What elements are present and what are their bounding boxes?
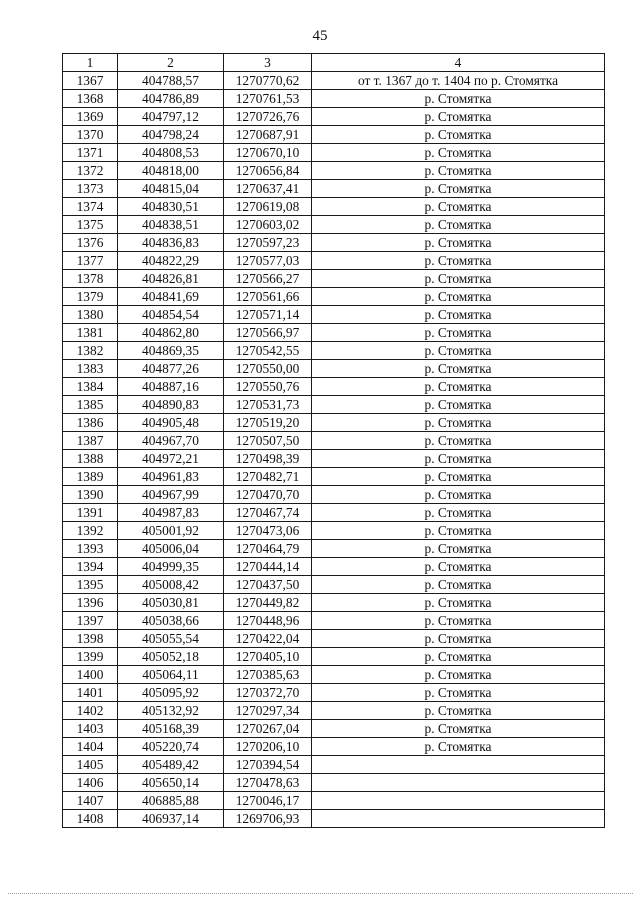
y-coordinate-cell: 1270498,39 (224, 450, 312, 468)
x-coordinate-cell: 404999,35 (118, 558, 224, 576)
description-cell: р. Стомятка (312, 504, 605, 522)
table-row (63, 522, 605, 540)
point-number-cell: 1396 (63, 594, 118, 612)
y-coordinate-cell: 1270761,53 (224, 90, 312, 108)
y-coordinate-cell: 1270448,96 (224, 612, 312, 630)
point-number-cell: 1373 (63, 180, 118, 198)
x-coordinate-cell: 404830,51 (118, 198, 224, 216)
table-row (63, 684, 605, 702)
table-row (63, 342, 605, 360)
table-row (63, 720, 605, 738)
point-number-cell: 1401 (63, 684, 118, 702)
table-row (63, 594, 605, 612)
y-coordinate-cell: 1270571,14 (224, 306, 312, 324)
x-coordinate-cell: 404967,70 (118, 432, 224, 450)
table-row (63, 648, 605, 666)
footer-divider (8, 893, 633, 894)
point-number-cell: 1367 (63, 72, 118, 90)
point-number-cell: 1386 (63, 414, 118, 432)
description-cell: р. Стомятка (312, 630, 605, 648)
x-coordinate-cell: 406937,14 (118, 810, 224, 828)
point-number-cell: 1402 (63, 702, 118, 720)
point-number-cell: 1400 (63, 666, 118, 684)
x-coordinate-cell: 405001,92 (118, 522, 224, 540)
x-coordinate-cell: 405489,42 (118, 756, 224, 774)
x-coordinate-cell: 404826,81 (118, 270, 224, 288)
description-cell: р. Стомятка (312, 288, 605, 306)
point-number-cell: 1407 (63, 792, 118, 810)
coordinates-table (62, 53, 605, 828)
table-row (63, 270, 605, 288)
description-cell: р. Стомятка (312, 108, 605, 126)
table-row (63, 486, 605, 504)
point-number-cell: 1379 (63, 288, 118, 306)
table-row (63, 630, 605, 648)
point-number-cell: 1370 (63, 126, 118, 144)
x-coordinate-cell: 404797,12 (118, 108, 224, 126)
y-coordinate-cell: 1270656,84 (224, 162, 312, 180)
table-row (63, 414, 605, 432)
description-cell: р. Стомятка (312, 270, 605, 288)
y-coordinate-cell: 1270267,04 (224, 720, 312, 738)
y-coordinate-cell: 1270561,66 (224, 288, 312, 306)
y-coordinate-cell: 1270372,70 (224, 684, 312, 702)
description-cell: р. Стомятка (312, 396, 605, 414)
x-coordinate-cell: 404869,35 (118, 342, 224, 360)
table-row (63, 540, 605, 558)
y-coordinate-cell: 1270206,10 (224, 738, 312, 756)
x-coordinate-cell: 404788,57 (118, 72, 224, 90)
y-coordinate-cell: 1270467,74 (224, 504, 312, 522)
x-coordinate-cell: 405006,04 (118, 540, 224, 558)
point-number-cell: 1382 (63, 342, 118, 360)
description-cell (312, 756, 605, 774)
table-row (63, 666, 605, 684)
table-row (63, 378, 605, 396)
column-header-y-coordinate: 3 (224, 54, 312, 72)
description-cell: р. Стомятка (312, 198, 605, 216)
point-number-cell: 1384 (63, 378, 118, 396)
y-coordinate-cell: 1270770,62 (224, 72, 312, 90)
point-number-cell: 1404 (63, 738, 118, 756)
y-coordinate-cell: 1270422,04 (224, 630, 312, 648)
table-row (63, 162, 605, 180)
table-row (63, 702, 605, 720)
point-number-cell: 1392 (63, 522, 118, 540)
point-number-cell: 1388 (63, 450, 118, 468)
description-cell: р. Стомятка (312, 612, 605, 630)
table-row (63, 810, 605, 828)
x-coordinate-cell: 405132,92 (118, 702, 224, 720)
description-cell: р. Стомятка (312, 306, 605, 324)
point-number-cell: 1387 (63, 432, 118, 450)
x-coordinate-cell: 404822,29 (118, 252, 224, 270)
description-cell: р. Стомятка (312, 666, 605, 684)
x-coordinate-cell: 404972,21 (118, 450, 224, 468)
x-coordinate-cell: 404961,83 (118, 468, 224, 486)
y-coordinate-cell: 1270566,27 (224, 270, 312, 288)
table-row (63, 432, 605, 450)
description-cell: р. Стомятка (312, 738, 605, 756)
y-coordinate-cell: 1270550,76 (224, 378, 312, 396)
table-row (63, 144, 605, 162)
y-coordinate-cell: 1270444,14 (224, 558, 312, 576)
table-row (63, 468, 605, 486)
table-row (63, 756, 605, 774)
x-coordinate-cell: 404877,26 (118, 360, 224, 378)
x-coordinate-cell: 405064,11 (118, 666, 224, 684)
y-coordinate-cell: 1270473,06 (224, 522, 312, 540)
x-coordinate-cell: 406885,88 (118, 792, 224, 810)
table-row (63, 90, 605, 108)
x-coordinate-cell: 405038,66 (118, 612, 224, 630)
point-number-cell: 1381 (63, 324, 118, 342)
point-number-cell: 1406 (63, 774, 118, 792)
table-row (63, 576, 605, 594)
x-coordinate-cell: 404905,48 (118, 414, 224, 432)
y-coordinate-cell: 1270619,08 (224, 198, 312, 216)
point-number-cell: 1394 (63, 558, 118, 576)
y-coordinate-cell: 1270478,63 (224, 774, 312, 792)
x-coordinate-cell: 405095,92 (118, 684, 224, 702)
table-body (63, 72, 605, 828)
y-coordinate-cell: 1270726,76 (224, 108, 312, 126)
table-row (63, 216, 605, 234)
table-row (63, 306, 605, 324)
y-coordinate-cell: 1269706,93 (224, 810, 312, 828)
y-coordinate-cell: 1270542,55 (224, 342, 312, 360)
description-cell (312, 774, 605, 792)
x-coordinate-cell: 405008,42 (118, 576, 224, 594)
point-number-cell: 1376 (63, 234, 118, 252)
table-row (63, 252, 605, 270)
point-number-cell: 1403 (63, 720, 118, 738)
x-coordinate-cell: 404836,83 (118, 234, 224, 252)
y-coordinate-cell: 1270385,63 (224, 666, 312, 684)
x-coordinate-cell: 404815,04 (118, 180, 224, 198)
x-coordinate-cell: 405052,18 (118, 648, 224, 666)
table-row (63, 324, 605, 342)
description-cell: р. Стомятка (312, 126, 605, 144)
point-number-cell: 1377 (63, 252, 118, 270)
table-row (63, 612, 605, 630)
x-coordinate-cell: 404838,51 (118, 216, 224, 234)
point-number-cell: 1372 (63, 162, 118, 180)
point-number-cell: 1393 (63, 540, 118, 558)
table-row (63, 234, 605, 252)
y-coordinate-cell: 1270297,34 (224, 702, 312, 720)
point-number-cell: 1378 (63, 270, 118, 288)
point-number-cell: 1398 (63, 630, 118, 648)
description-cell: р. Стомятка (312, 576, 605, 594)
description-cell: р. Стомятка (312, 252, 605, 270)
x-coordinate-cell: 404798,24 (118, 126, 224, 144)
table-row (63, 198, 605, 216)
description-cell: р. Стомятка (312, 558, 605, 576)
y-coordinate-cell: 1270507,50 (224, 432, 312, 450)
page-number: 45 (312, 28, 328, 44)
y-coordinate-cell: 1270449,82 (224, 594, 312, 612)
description-cell: от т. 1367 до т. 1404 по р. Стомятка (312, 72, 605, 90)
table-row (63, 792, 605, 810)
y-coordinate-cell: 1270519,20 (224, 414, 312, 432)
table-row (63, 558, 605, 576)
y-coordinate-cell: 1270597,23 (224, 234, 312, 252)
description-cell: р. Стомятка (312, 468, 605, 486)
description-cell: р. Стомятка (312, 594, 605, 612)
point-number-cell: 1405 (63, 756, 118, 774)
point-number-cell: 1391 (63, 504, 118, 522)
y-coordinate-cell: 1270437,50 (224, 576, 312, 594)
y-coordinate-cell: 1270482,71 (224, 468, 312, 486)
table-row (63, 288, 605, 306)
x-coordinate-cell: 405168,39 (118, 720, 224, 738)
point-number-cell: 1368 (63, 90, 118, 108)
description-cell: р. Стомятка (312, 432, 605, 450)
point-number-cell: 1369 (63, 108, 118, 126)
y-coordinate-cell: 1270637,41 (224, 180, 312, 198)
y-coordinate-cell: 1270470,70 (224, 486, 312, 504)
description-cell: р. Стомятка (312, 450, 605, 468)
description-cell: р. Стомятка (312, 342, 605, 360)
point-number-cell: 1375 (63, 216, 118, 234)
description-cell: р. Стомятка (312, 234, 605, 252)
point-number-cell: 1380 (63, 306, 118, 324)
y-coordinate-cell: 1270464,79 (224, 540, 312, 558)
description-cell: р. Стомятка (312, 90, 605, 108)
description-cell: р. Стомятка (312, 162, 605, 180)
y-coordinate-cell: 1270405,10 (224, 648, 312, 666)
description-cell: р. Стомятка (312, 648, 605, 666)
point-number-cell: 1397 (63, 612, 118, 630)
table-row (63, 360, 605, 378)
y-coordinate-cell: 1270550,00 (224, 360, 312, 378)
x-coordinate-cell: 405055,54 (118, 630, 224, 648)
y-coordinate-cell: 1270603,02 (224, 216, 312, 234)
description-cell: р. Стомятка (312, 216, 605, 234)
y-coordinate-cell: 1270566,97 (224, 324, 312, 342)
table-row (63, 180, 605, 198)
description-cell: р. Стомятка (312, 522, 605, 540)
table-row (63, 72, 605, 90)
description-cell: р. Стомятка (312, 702, 605, 720)
x-coordinate-cell: 404854,54 (118, 306, 224, 324)
point-number-cell: 1395 (63, 576, 118, 594)
description-cell (312, 792, 605, 810)
point-number-cell: 1374 (63, 198, 118, 216)
table-row (63, 774, 605, 792)
table-row (63, 738, 605, 756)
point-number-cell: 1371 (63, 144, 118, 162)
x-coordinate-cell: 405030,81 (118, 594, 224, 612)
y-coordinate-cell: 1270531,73 (224, 396, 312, 414)
x-coordinate-cell: 404818,00 (118, 162, 224, 180)
x-coordinate-cell: 404808,53 (118, 144, 224, 162)
x-coordinate-cell: 404841,69 (118, 288, 224, 306)
x-coordinate-cell: 404890,83 (118, 396, 224, 414)
description-cell: р. Стомятка (312, 324, 605, 342)
description-cell: р. Стомятка (312, 378, 605, 396)
y-coordinate-cell: 1270687,91 (224, 126, 312, 144)
description-cell: р. Стомятка (312, 144, 605, 162)
x-coordinate-cell: 404862,80 (118, 324, 224, 342)
column-header-point-number: 1 (63, 54, 118, 72)
table-row (63, 504, 605, 522)
point-number-cell: 1383 (63, 360, 118, 378)
x-coordinate-cell: 404967,99 (118, 486, 224, 504)
x-coordinate-cell: 404987,83 (118, 504, 224, 522)
y-coordinate-cell: 1270046,17 (224, 792, 312, 810)
column-header-x-coordinate: 2 (118, 54, 224, 72)
column-header-description: 4 (312, 54, 605, 72)
table-row (63, 396, 605, 414)
x-coordinate-cell: 405650,14 (118, 774, 224, 792)
point-number-cell: 1389 (63, 468, 118, 486)
description-cell: р. Стомятка (312, 720, 605, 738)
table-row (63, 450, 605, 468)
point-number-cell: 1385 (63, 396, 118, 414)
x-coordinate-cell: 405220,74 (118, 738, 224, 756)
point-number-cell: 1408 (63, 810, 118, 828)
table-header-row (63, 54, 605, 72)
x-coordinate-cell: 404786,89 (118, 90, 224, 108)
y-coordinate-cell: 1270670,10 (224, 144, 312, 162)
table-row (63, 108, 605, 126)
description-cell: р. Стомятка (312, 540, 605, 558)
description-cell (312, 810, 605, 828)
description-cell: р. Стомятка (312, 414, 605, 432)
y-coordinate-cell: 1270577,03 (224, 252, 312, 270)
description-cell: р. Стомятка (312, 180, 605, 198)
description-cell: р. Стомятка (312, 486, 605, 504)
y-coordinate-cell: 1270394,54 (224, 756, 312, 774)
point-number-cell: 1399 (63, 648, 118, 666)
x-coordinate-cell: 404887,16 (118, 378, 224, 396)
description-cell: р. Стомятка (312, 684, 605, 702)
table-row (63, 126, 605, 144)
point-number-cell: 1390 (63, 486, 118, 504)
description-cell: р. Стомятка (312, 360, 605, 378)
